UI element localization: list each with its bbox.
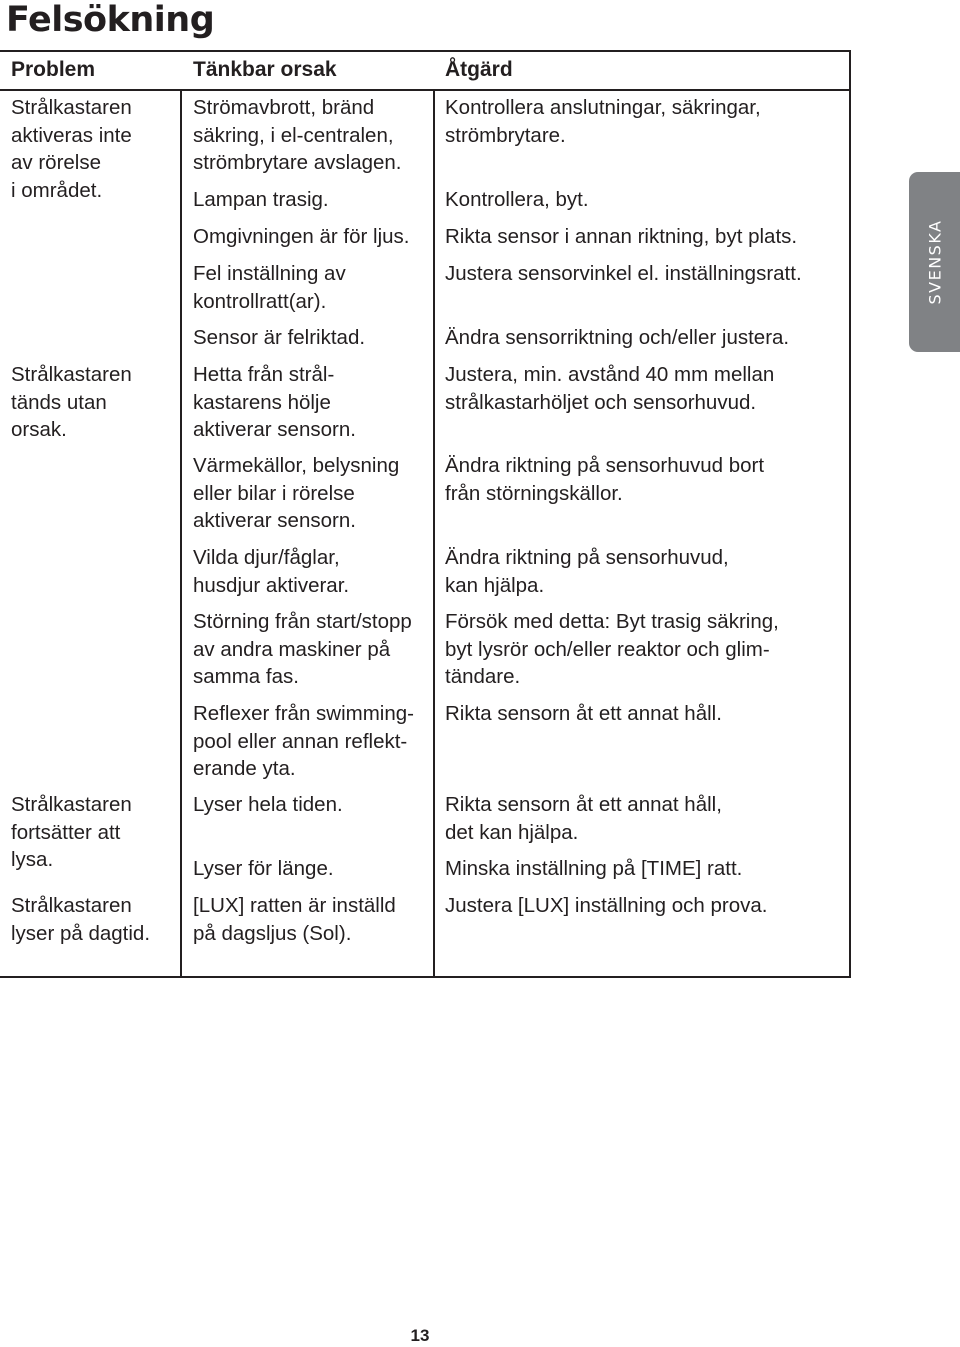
action-cell: Rikta sensorn åt ett annat håll. (445, 702, 722, 725)
table-header-row (0, 52, 849, 91)
action-cell: Justera [LUX] inställning och prova. (445, 894, 768, 917)
action-cell: Justera sensorvinkel el. inställningsratt. (445, 262, 802, 285)
cause-cell: Lampan trasig. (193, 188, 329, 211)
column-divider-1 (180, 89, 182, 976)
action-cell: Minska inställning på [TIME] ratt. (445, 857, 743, 880)
cause-cell: Strömavbrott, bränd säkring, i el-centralen, strömbrytare avslagen. (193, 96, 402, 174)
cause-cell: Hetta från strål- kastarens hölje aktiverar sensorn. (193, 363, 356, 441)
cause-cell: Störning från start/stopp av andra maskiner på samma fas. (193, 610, 412, 688)
language-side-tab (909, 172, 960, 352)
action-cell: Ändra riktning på sensorhuvud, kan hjälpa. (445, 546, 729, 597)
cause-cell: Lyser för länge. (193, 857, 334, 880)
page-number: 13 (410, 1326, 430, 1345)
action-cell: Rikta sensorn åt ett annat håll, det kan hjälpa. (445, 793, 722, 844)
action-cell: Kontrollera anslutningar, säkringar, strömbrytare. (445, 96, 761, 147)
cause-cell: Värmekällor, belysning eller bilar i rörelse aktiverar sensorn. (193, 454, 400, 532)
cause-cell: Sensor är felriktad. (193, 326, 366, 349)
action-cell: Ändra riktning på sensorhuvud bort från störningskällor. (445, 454, 765, 505)
cause-cell: Reflexer från swimming- pool eller annan reflekt- erande yta. (193, 702, 414, 780)
cause-cell: Lyser hela tiden. (193, 793, 343, 816)
action-cell: Justera, min. avstånd 40 mm mellan strålkastarhöljet och sensorhuvud. (445, 363, 775, 414)
troubleshooting-table (0, 50, 851, 978)
cause-cell: [LUX] ratten är inställd på dagsljus (Sol). (193, 894, 396, 945)
header-problem: Problem (11, 58, 96, 81)
cause-cell: Fel inställning av kontrollratt(ar). (193, 262, 346, 313)
column-divider-2 (433, 89, 435, 976)
action-cell: Kontrollera, byt. (445, 188, 589, 211)
problem-cell: Strålkastaren tänds utan orsak. (11, 363, 132, 441)
page-title: Felsökning (6, 0, 215, 40)
cause-cell: Vilda djur/fåglar, husdjur aktiverar. (193, 546, 350, 597)
cause-cell: Omgivningen är för ljus. (193, 225, 410, 248)
problem-cell: Strålkastaren fortsätter att lysa. (11, 793, 132, 871)
header-cause: Tänkbar orsak (193, 58, 337, 81)
header-action: Åtgärd (445, 58, 513, 81)
problem-cell: Strålkastaren lyser på dagtid. (11, 894, 151, 945)
problem-cell: Strålkastaren aktiveras inte av rörelse i området. (11, 96, 132, 202)
action-cell: Rikta sensor i annan riktning, byt plats. (445, 225, 798, 248)
language-label: SVENSKA (925, 219, 944, 305)
action-cell: Försök med detta: Byt trasig säkring, byt lysrör och/eller reaktor och glim- tändare. (445, 610, 779, 688)
action-cell: Ändra sensorriktning och/eller justera. (445, 326, 790, 349)
